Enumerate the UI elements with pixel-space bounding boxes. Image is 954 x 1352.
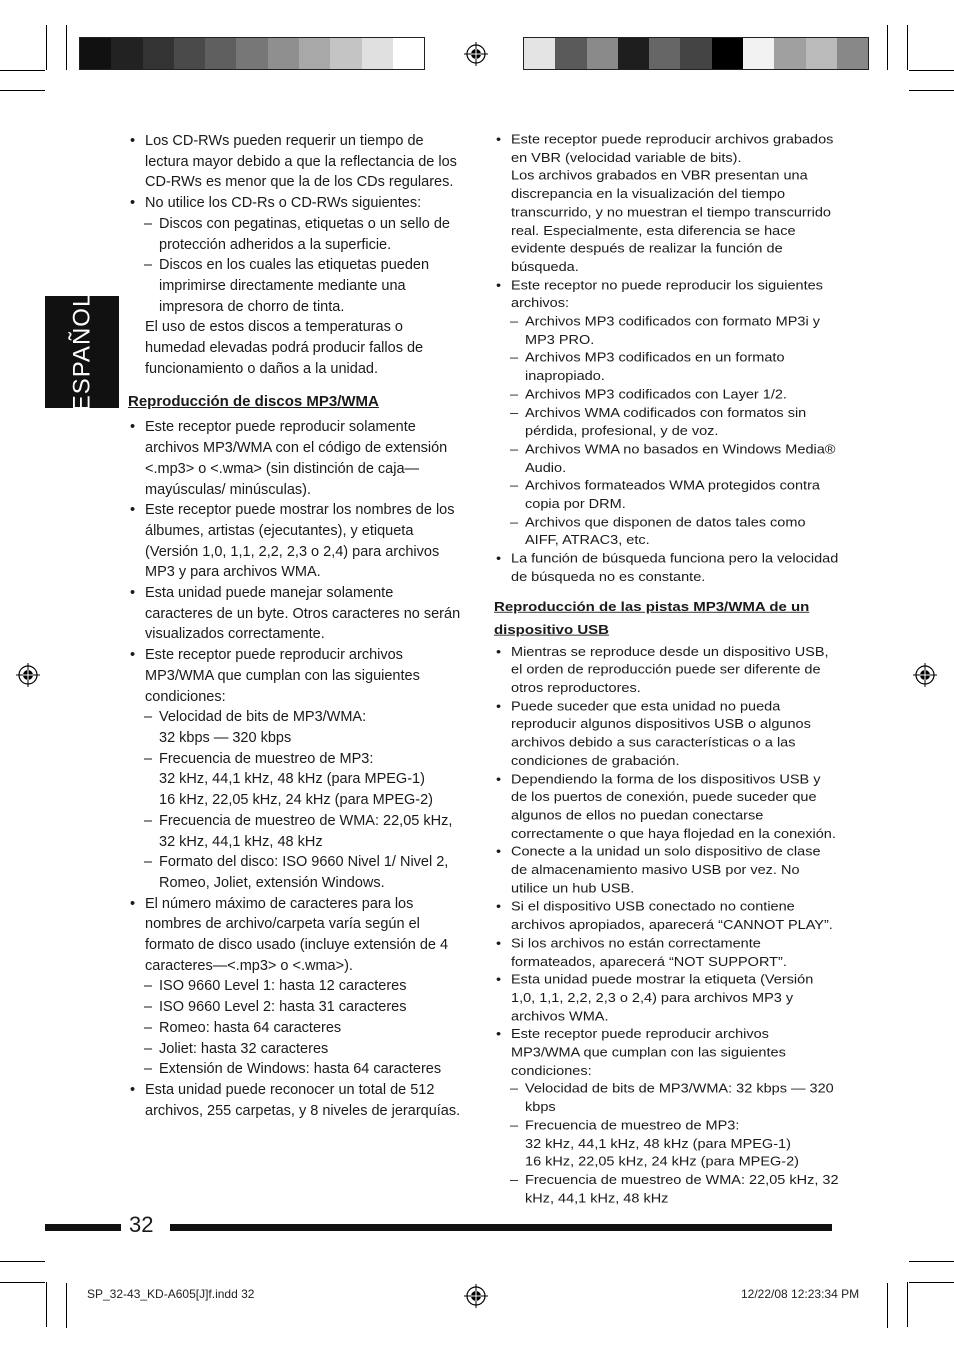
- color-swatch: [806, 38, 837, 69]
- registration-mark-icon: [464, 42, 488, 66]
- color-swatch: [205, 38, 236, 69]
- left-items-list: [128, 417, 463, 1121]
- sub-item: – Archivos WMA no basados en Windows Media® Audio.: [494, 441, 839, 477]
- crop-mark: [0, 1261, 45, 1262]
- bullet-item: • Esta unidad puede mostrar la etiqueta (Versión 1,0, 1,1, 2,2, 2,3 o 2,4) para archivos MP3 y archivos WMA.: [494, 971, 839, 1026]
- slug-date: 12/22/08 12:23:34 PM: [741, 1287, 860, 1301]
- right-intro-list: [494, 131, 839, 587]
- color-swatch: [524, 38, 555, 69]
- crop-mark: [907, 25, 908, 70]
- continuation-text: 16 kHz, 22,05 kHz, 24 kHz (para MPEG-2): [525, 1155, 799, 1170]
- color-swatch: [618, 38, 649, 69]
- color-swatch: [837, 38, 868, 69]
- color-swatch: [743, 38, 774, 69]
- crop-mark: [887, 25, 888, 70]
- continuation-text: 16 kHz, 22,05 kHz, 24 kHz (para MPEG-2): [159, 792, 433, 809]
- sub-item: – Velocidad de bits de MP3/WMA: 32 kbps — 320 kbps: [494, 1081, 839, 1117]
- crop-mark: [887, 1283, 888, 1328]
- continuation-text: 32 kHz, 44,1 kHz, 48 kHz (para MPEG-1): [525, 1137, 791, 1152]
- sub-item: – Archivos MP3 codificados con formato MP3i y MP3 PRO.: [494, 313, 839, 349]
- color-swatch: [774, 38, 805, 69]
- sub-item: – Archivos WMA codificados con formatos sin pérdida, profesional, y de voz.: [494, 404, 839, 440]
- color-swatch: [649, 38, 680, 69]
- crop-mark: [0, 70, 45, 71]
- sub-item: – Archivos formateados WMA protegidos contra copia por DRM.: [494, 477, 839, 513]
- crop-mark: [909, 90, 954, 91]
- color-swatch: [393, 38, 424, 69]
- language-tab: [45, 292, 119, 412]
- registration-mark-icon: [16, 663, 40, 687]
- bullet-item: • Conecte a la unidad un solo dispositivo de clase de almacenamiento masivo USB por vez. No utilice un hub USB.: [494, 844, 839, 899]
- continuation-text: 32 kHz, 44,1 kHz, 48 kHz (para MPEG-1): [159, 771, 425, 788]
- crop-mark: [66, 25, 67, 70]
- language-tab-label: ESPAÑOL: [68, 292, 96, 412]
- bullet-item: • Puede suceder que esta unidad no pueda reproducir algunos dispositivos USB o algunos archivos debido a sus características o a las condiciones de grabación.: [494, 698, 839, 771]
- bullet-item: • El número máximo de caracteres para los nombres de archivo/carpeta varía según el formato de disco usado (incluye extensión de 4 caracteres—<.mp3> o <.wma>).: [128, 894, 463, 977]
- sub-item: – ISO 9660 Level 1: hasta 12 caracteres: [128, 976, 463, 997]
- crop-mark: [46, 1282, 47, 1327]
- sub-item: – Joliet: hasta 32 caracteres: [128, 1039, 463, 1060]
- left-column: [128, 131, 463, 1121]
- bullet-item: • Este receptor puede reproducir archivos grabados en VBR (velocidad variable de bits).: [494, 131, 839, 167]
- color-swatch: [555, 38, 586, 69]
- bullet-item: • Este receptor puede reproducir archivos MP3/WMA que cumplan con las siguientes condiciones:: [494, 1026, 839, 1081]
- crop-mark: [66, 1283, 67, 1328]
- left-intro-list: [128, 131, 463, 379]
- crop-mark: [46, 25, 47, 70]
- sub-item: – ISO 9660 Level 2: hasta 31 caracteres: [128, 997, 463, 1018]
- bullet-item: • Este receptor puede mostrar los nombres de los álbumes, artistas (ejecutantes), y etiqueta (Versión 1,0, 1,1, 2,2, 2,3 o 2,4) para archivos MP3 y para archivos WMA.: [128, 500, 463, 583]
- bullet-item: • No utilice los CD-Rs o CD-RWs siguientes:: [128, 193, 463, 214]
- bullet-item: • Los CD-RWs pueden requerir un tiempo de lectura mayor debido a que la reflectancia de los CD-RWs es menor que la de los CDs regulares.: [128, 131, 463, 193]
- crop-mark: [909, 1282, 954, 1283]
- registration-mark-icon: [464, 1284, 488, 1308]
- bullet-item: • La función de búsqueda funciona pero la velocidad de búsqueda no es constante.: [494, 550, 839, 586]
- page-number: 32: [129, 1212, 154, 1237]
- bullet-item: • Mientras se reproduce desde un dispositivo USB, el orden de reproducción puede ser diferente de otros reproductores.: [494, 643, 839, 698]
- crop-mark: [0, 90, 45, 91]
- color-swatch: [143, 38, 174, 69]
- color-swatch: [362, 38, 393, 69]
- crop-mark: [909, 70, 954, 71]
- sub-item: – Archivos MP3 codificados con Layer 1/2.: [494, 386, 839, 404]
- sub-item: – Romeo: hasta 64 caracteres: [128, 1018, 463, 1039]
- sub-item: – Velocidad de bits de MP3/WMA:: [128, 707, 463, 728]
- color-swatch: [80, 38, 111, 69]
- color-swatch: [587, 38, 618, 69]
- sub-item: – Archivos que disponen de datos tales como AIFF, ATRAC3, etc.: [494, 514, 839, 550]
- color-swatch: [712, 38, 743, 69]
- color-swatch: [299, 38, 330, 69]
- section-heading-mp3-wma: Reproducción de discos MP3/WMA: [128, 393, 379, 411]
- sub-item: – Frecuencia de muestreo de MP3:: [494, 1117, 839, 1135]
- continuation-text: El uso de estos discos a temperaturas o humedad elevadas podrá producir fallos de funcionamiento o daños a la unidad.: [145, 319, 424, 377]
- section-heading-usb: Reproducción de las pistas MP3/WMA de un dispositivo USB: [494, 599, 810, 637]
- bullet-item: • Si el dispositivo USB conectado no contiene archivos apropiados, aparecerá “CANNOT PLAY”.: [494, 898, 839, 934]
- bullet-item: • Esta unidad puede manejar solamente caracteres de un byte. Otros caracteres no serán visualizados correctamente.: [128, 583, 463, 645]
- sub-item: – Discos en los cuales las etiquetas pueden imprimirse directamente mediante una impresora de chorro de tinta.: [128, 255, 463, 317]
- right-column: [494, 131, 839, 1208]
- continuation-text: 32 kbps — 320 kbps: [159, 729, 292, 746]
- sub-item: – Extensión de Windows: hasta 64 caracteres: [128, 1059, 463, 1080]
- sub-item: – Archivos MP3 codificados en un formato inapropiado.: [494, 350, 839, 386]
- sub-item: – Frecuencia de muestreo de MP3:: [128, 749, 463, 770]
- bullet-item: • Este receptor no puede reproducir los siguientes archivos:: [494, 277, 839, 313]
- color-swatch: [236, 38, 267, 69]
- footer-rule-left: [45, 1224, 121, 1231]
- sub-item: – Discos con pegatinas, etiquetas o un sello de protección adheridos a la superficie.: [128, 214, 463, 255]
- color-swatch: [680, 38, 711, 69]
- bullet-item: • Esta unidad puede reconocer un total de 512 archivos, 255 carpetas, y 8 niveles de jerarquías.: [128, 1080, 463, 1121]
- sub-item: – Formato del disco: ISO 9660 Nivel 1/ Nivel 2, Romeo, Joliet, extensión Windows.: [128, 852, 463, 893]
- crop-mark: [0, 1282, 45, 1283]
- bullet-item: • Este receptor puede reproducir solamente archivos MP3/WMA con el código de extensión <.mp3> o <.wma> (sin distinción de caja—mayúsculas/ minúsculas).: [128, 417, 463, 500]
- color-swatch: [330, 38, 361, 69]
- bullet-item: • Este receptor puede reproducir archivos MP3/WMA que cumplan con las siguientes condiciones:: [128, 645, 463, 707]
- bullet-item: • Si los archivos no están correctamente formateados, aparecerá “NOT SUPPORT”.: [494, 935, 839, 971]
- crop-mark: [909, 1261, 954, 1262]
- footer-rule-right: [170, 1224, 832, 1231]
- registration-mark-icon: [913, 663, 937, 687]
- color-calibration-bar-left: [79, 37, 425, 70]
- right-items-list: [494, 643, 839, 1208]
- color-swatch: [111, 38, 142, 69]
- sub-item: – Frecuencia de muestreo de WMA: 22,05 kHz, 32 kHz, 44,1 kHz, 48 kHz: [128, 811, 463, 852]
- crop-mark: [907, 1282, 908, 1327]
- color-swatch: [174, 38, 205, 69]
- sub-item: – Frecuencia de muestreo de WMA: 22,05 kHz, 32 kHz, 44,1 kHz, 48 kHz: [494, 1172, 839, 1208]
- slug-filename: SP_32-43_KD-A605[J]f.indd 32: [87, 1287, 255, 1301]
- color-swatch: [268, 38, 299, 69]
- color-calibration-bar-right: [523, 37, 869, 70]
- continuation-text: Los archivos grabados en VBR presentan una discrepancia en la visualización del tiempo transcurrido, y no muestran el tiempo transcurrido real. Especialmente, esta diferencia se hace evidente después de realizar la función de búsqueda.: [511, 169, 831, 275]
- bullet-item: • Dependiendo la forma de los dispositivos USB y de los puertos de conexión, puede suceder que algunos de ellos no puedan conectarse correctamente o que haya flojedad en la conexión.: [494, 771, 839, 844]
